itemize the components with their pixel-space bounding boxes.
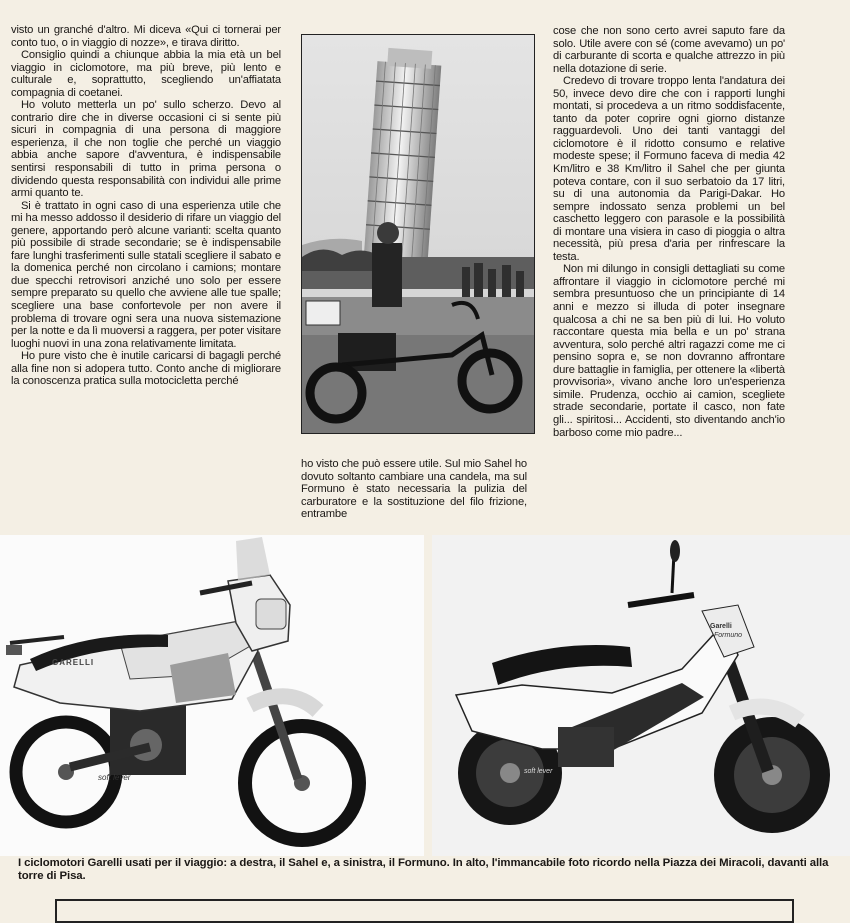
paragraph: Consiglio quindi a chiunque abbia la mia età un bel viaggio in ciclomotore, ma più breve, più lento e culturale e, soprattutto, scegliendo un'affiatata compagnia di coetanei. <box>11 49 281 99</box>
paragraph: Non mi dilungo in consigli dettagliati su come affrontare il viaggio in ciclomotore perché mi sembra presuntuoso che un principiante di 14 anni e mezzo si illuda di poter insegnare qualcosa a chi ne sa ben più di lui. Ho voluto raccontare questa mia bella e un po' strana avventura, solo perché altri ragazzi come me ci pensino sopra e, se non dovranno affrontare dure battaglie in famiglia, per ottenere la «libertà provvisoria», vivano anche loro un'esperienza simile. Prudenza, occhio ai camion, scegliete strade secondarie, portate il casco, non fate gli... spiritosi... Accidenti, sto diventando anch'io barboso come mio padre... <box>553 263 785 439</box>
formuno-brand-label: Garelli <box>710 623 732 630</box>
paragraph: Ho pure visto che è inutile caricarsi di bagagli perché alla fine non si adopera tutto. Conto anche di migliorare la conoscenza pratica sulla motocicletta perché <box>11 350 281 388</box>
paragraph: Ho voluto metterla un po' sullo scherzo. Devo al contrario dire che in diverse occasioni ci si sente più sicuri in compagnia di una persona di maggiore esperienza, il che non toglie che perché un viaggio abbia anche sapore d'avventura, è indispensabile sentirsi responsabili di tutto in prima persona o dividendo questa responsabilità con individui alle prime armi quanto te. <box>11 99 281 200</box>
article-column-2 <box>301 458 527 521</box>
formuno-sticker-label: soft lever <box>524 768 553 775</box>
garelli-formuno-photo <box>432 535 850 856</box>
sahel-sticker-label: soft lever <box>98 773 131 782</box>
paragraph: cose che non sono certo avrei saputo fare da solo. Utile avere con sé (come avevamo) un po' di carburante di scorta e qualche attrezzo in più nella dotazione di serie. <box>553 25 785 75</box>
article-column-1 <box>11 24 281 388</box>
article-column-3 <box>553 25 785 439</box>
formuno-name-label: Formuno <box>714 632 743 639</box>
sahel-brand-label: GARELLI <box>52 658 95 667</box>
paragraph: ho visto che può essere utile. Sul mio Sahel ho dovuto soltanto cambiare una candela, ma sul Formuno è stato necessaria la pulizia del carburatore e la sostituzione del filo frizione, entrambe <box>301 458 527 521</box>
photo-caption: I ciclomotori Garelli usati per il viaggio: a destra, il Sahel e, a sinistra, il Formuno. In alto, l'immancabile foto ricordo nella Piazza dei Miracoli, davanti alla torre di Pisa. <box>18 857 829 882</box>
pisa-tower-photo <box>301 34 535 434</box>
paragraph: Credevo di trovare troppo lenta l'andatura dei 50, invece devo dire che con i rapporti lunghi montati, si procedeva a un ritmo soddisfacente, tanto da poter coprire ogni giorno distanze ragguardevoli. Uno dei tanti vantaggi del ciclomotore è il ridotto consumo e relative modeste spese; il Formuno faceva di media 42 Km/litro e 38 Km/litro il Sahel che per giunta poteva contare, con il suo serbatoio da 17 litri, su di una autonomia da Parigi-Dakar. Ho sempre indossato senza problemi un bel caschetto leggero con parasole e la possibilità di montare una visiera in caso di pioggia o altra necessità, più presa d'aria per rinfrescare la testa. <box>553 75 785 263</box>
paragraph: Si è trattato in ogni caso di una esperienza utile che mi ha messo addosso il desiderio di rifare un viaggio del genere, apportando però alcune varianti: scelta quanto più possibile di strade secondarie; se è indispensabile fare lunghi trasferimenti sulle statali scegliere il sabato e la domenica perché non circolano i camions; montare due specchi retrovisori anziché uno solo per essere sempre preparato su quello che avviene alle tue spalle; scegliere una base confortevole per non avere il problema di trovare ogni sera una nuova sistemazione per la notte e da lì muoversi a raggera, per poter visitare luoghi nuovi in una zona relativamente limitata. <box>11 199 281 350</box>
paragraph: visto un granché d'altro. Mi diceva «Qui ci tornerai per conto tuo, o in viaggio di nozze», e tirava diritto. <box>11 24 281 49</box>
box-frame <box>55 899 794 923</box>
garelli-sahel-photo <box>0 535 424 856</box>
